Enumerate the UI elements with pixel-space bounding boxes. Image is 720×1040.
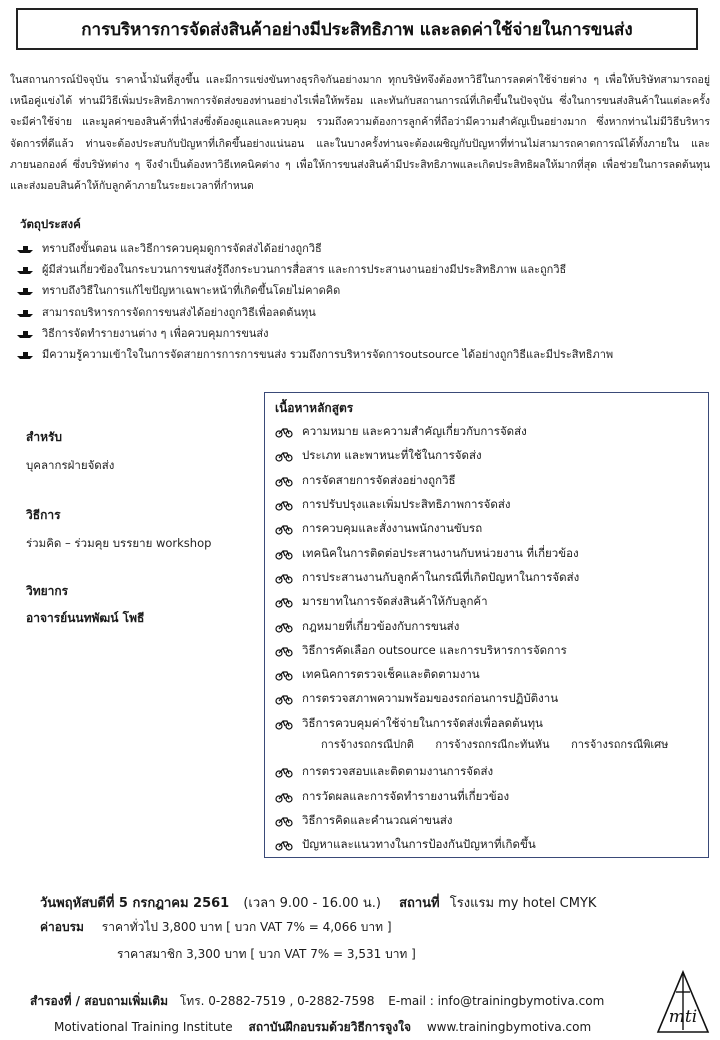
event-time: (เวลา 9.00 - 16.00 น.) [243,896,381,911]
list-item: วิธีการควบคุมค่าใช้จ่ายในการจัดส่งเพื่อลดต้นทุน [275,712,579,736]
contact-row [30,992,604,1011]
intro-paragraph: ในสถานการณ์ปัจจุบัน ราคาน้ำมันที่สูงขึ้น และมีการแข่งขันทางธุรกิจกันอย่างมาก ทุกบริษัทจึงต้องหาวิธีในการลดค่าใช้จ่ายต่าง ๆ เพื่อให้บริษัทสามารถอยู่เหนือคู่แข่งได้ ท่านมีวิธีเพิ่มประสิทธิภาพการจัดส่งของท่านอย่างไรเพื่อให้พร้อม และทันกับสถานการณ์ที่เกิดขึ้นในปัจจุบัน ซึ่งในการขนส่งสินค้าในแต่ละครั้งจะมีค่าใช้จ่าย และมูลค่าของสินค้าที่นำส่งซึ่งต้องดูแลและควบคุม รวมถึงความต้องการลูกค้าที่ถือว่ามีความสำคัญเป็นอย่างมาก ซึ่งหากท่านไม่มีวิธีบริหารจัดการที่ดีแล้ว ท่านจะต้องประสบกับปัญหาที่เกิดขึ้นอย่างแน่นอน และในบางครั้งท่านจะต้องเผชิญกับปัญหาที่ท่านไม่สามารถคาดการณ์ได้ทั้งภายใน และภายนอกองค์ ซึ่งบริษัทต่าง ๆ จึงจำเป็นต้องหาวิธีเทคนิคต่าง ๆ เพื่อให้การขนส่งสินค้ามีประสิทธิภาพและเกิดประสิทธิผลให้มากที่สุด เพื่อช่วยในการลดต้นทุน และส่งมอบสินค้าให้กับลูกค้าภายในระยะเวลาที่กำหนด [10,74,710,193]
contact-phones: โทร. 0-2882-7519 , 0-2882-7598 [179,994,375,1008]
audience-value: บุคลากรฝ่ายจัดส่ง [26,458,115,472]
list-item: การวัดผลและการจัดทำรายงานที่เกี่ยวข้อง [275,784,579,808]
list-item: กฎหมายที่เกี่ยวข้องกับการขนส่ง [275,614,579,638]
fee-member: ราคาสมาชิก 3,300 บาท [ บวก VAT 7% = 3,531 บาท ] [117,947,416,961]
list-item: การตรวจสภาพความพร้อมของรถก่อนการปฏิบัติงาน [275,687,579,711]
bicycle-icon [275,548,293,560]
bicycle-icon [275,693,293,705]
bicycle-icon [275,499,293,511]
list-item: การจัดสายการจัดส่งอย่างถูกวิธี [275,469,579,493]
bicycle-icon [275,475,293,487]
list-item: ทราบถึงวิธีในการแก้ไขปัญหาเฉพาะหน้าที่เกิดขึ้นโดยไม่คาดคิด [16,280,613,301]
contact-email[interactable]: E-mail : info@trainingbymotiva.com [388,994,605,1008]
speaker-value: อาจารย์นนทพัฒน์ โพธี [26,611,145,625]
course-list [275,420,579,857]
ship-icon [16,284,34,296]
footer [54,1018,591,1037]
list-item: วิธีการคิดและคำนวณค่าขนส่ง [275,809,579,833]
footer-website[interactable]: www.trainingbymotiva.com [426,1020,592,1034]
fee-label: ค่าอบรม [40,920,84,934]
venue-label: สถานที่ [399,896,440,911]
speaker-section [26,582,144,628]
speaker-label: วิทยากร [26,584,69,598]
bicycle-icon [275,572,293,584]
fee-general: ราคาทั่วไป 3,800 บาท [ บวก VAT 7% = 4,066 บาท ] [101,920,392,934]
page-title: การบริหารการจัดส่งสินค้าอย่างมีประสิทธิภาพ และลดค่าใช้จ่ายในการขนส่ง [16,8,698,50]
bicycle-icon [275,766,293,778]
list-item: ทราบถึงขั้นตอน และวิธีการควบคุมดูการจัดส่งได้อย่างถูกวิธี [16,237,613,258]
method-value: ร่วมคิด – ร่วมคุย บรรยาย workshop [26,536,212,550]
ship-icon [16,348,34,360]
sub-item: การจ้างรถกรณีปกติ [321,738,414,751]
sub-item: การจ้างรถกรณีกะทันหัน [435,738,550,751]
list-item: ประเภท และพาหนะที่ใช้ในการจัดส่ง [275,444,579,468]
list-item: สามารถบริหารการจัดการขนส่งได้อย่างถูกวิธีเพื่อลดต้นทุน [16,301,613,322]
bicycle-icon [275,791,293,803]
objectives-heading: วัตถุประสงค์ [20,217,81,231]
audience-label: สำหรับ [26,430,63,444]
list-item: การปรับปรุงและเพิ่มประสิทธิภาพการจัดส่ง [275,493,579,517]
event-date: วันพฤหัสบดีที่ 5 กรกฎาคม 2561 [40,896,230,911]
bicycle-icon [275,621,293,633]
mti-logo [652,968,714,1036]
sub-item: การจ้างรถกรณีพิเศษ [571,738,669,751]
course-content-box [264,392,709,858]
hiring-sub-items [321,735,686,753]
event-info [40,892,596,913]
list-item: มีความรู้ความเข้าใจในการจัดสายการการการขนส่ง รวมถึงการบริหารจัดการoutsource ได้อย่างถูกวิธีและมีประสิทธิภาพ [16,343,613,364]
audience-section [26,428,114,475]
ship-icon [16,263,34,275]
method-label: วิธีการ [26,508,61,522]
bicycle-icon [275,523,293,535]
method-section [26,506,211,553]
list-item: เทคนิคการตรวจเช็คและติดตามงาน [275,663,579,687]
fee-general-row [40,918,392,937]
list-item: ปัญหาและแนวทางในการป้องกันปัญหาที่เกิดขึ้น [275,833,579,857]
bicycle-icon [275,596,293,608]
bicycle-icon [275,839,293,851]
course-heading: เนื้อหาหลักสูตร [275,401,354,415]
list-item: ผู้มีส่วนเกี่ยวข้องในกระบวนการขนส่งรู้ถึงกระบวนการสื่อสาร และการประสานงานอย่างมีประสิทธิภาพ และถูกวิธี [16,258,613,279]
list-item: วิธีการคัดเลือก outsource และการบริหารการจัดการ [275,639,579,663]
list-item: การควบคุมและสั่งงานพนักงานขับรถ [275,517,579,541]
list-item: ความหมาย และความสำคัญเกี่ยวกับการจัดส่ง [275,420,579,444]
list-item: มารยาทในการจัดส่งสินค้าให้กับลูกค้า [275,590,579,614]
contact-label: สำรองที่ / สอบถามเพิ่มเติม [30,994,169,1008]
list-item: การตรวจสอบและติดตามงานการจัดส่ง [275,760,579,784]
bicycle-icon [275,426,293,438]
list-item: เทคนิคในการติดต่อประสานงานกับหน่วยงาน ที่เกี่ยวข้อง [275,541,579,565]
ship-icon [16,306,34,318]
venue-value: โรงแรม my hotel CMYK [449,896,597,911]
list-item: วิธีการจัดทำรายงานต่าง ๆ เพื่อควบคุมการขนส่ง [16,322,613,343]
bicycle-icon [275,645,293,657]
objectives-list [16,237,613,365]
bicycle-icon [275,815,293,827]
footer-org-th: สถาบันฝึกอบรมด้วยวิธีการจูงใจ [248,1020,411,1034]
bicycle-icon [275,450,293,462]
ship-icon [16,327,34,339]
ship-icon [16,242,34,254]
footer-org-en: Motivational Training Institute [54,1020,233,1034]
list-item: การประสานงานกับลูกค้าในกรณีที่เกิดปัญหาในการจัดส่ง [275,566,579,590]
svg-text:mti: mti [668,1007,698,1027]
bicycle-icon [275,718,293,730]
bicycle-icon [275,669,293,681]
